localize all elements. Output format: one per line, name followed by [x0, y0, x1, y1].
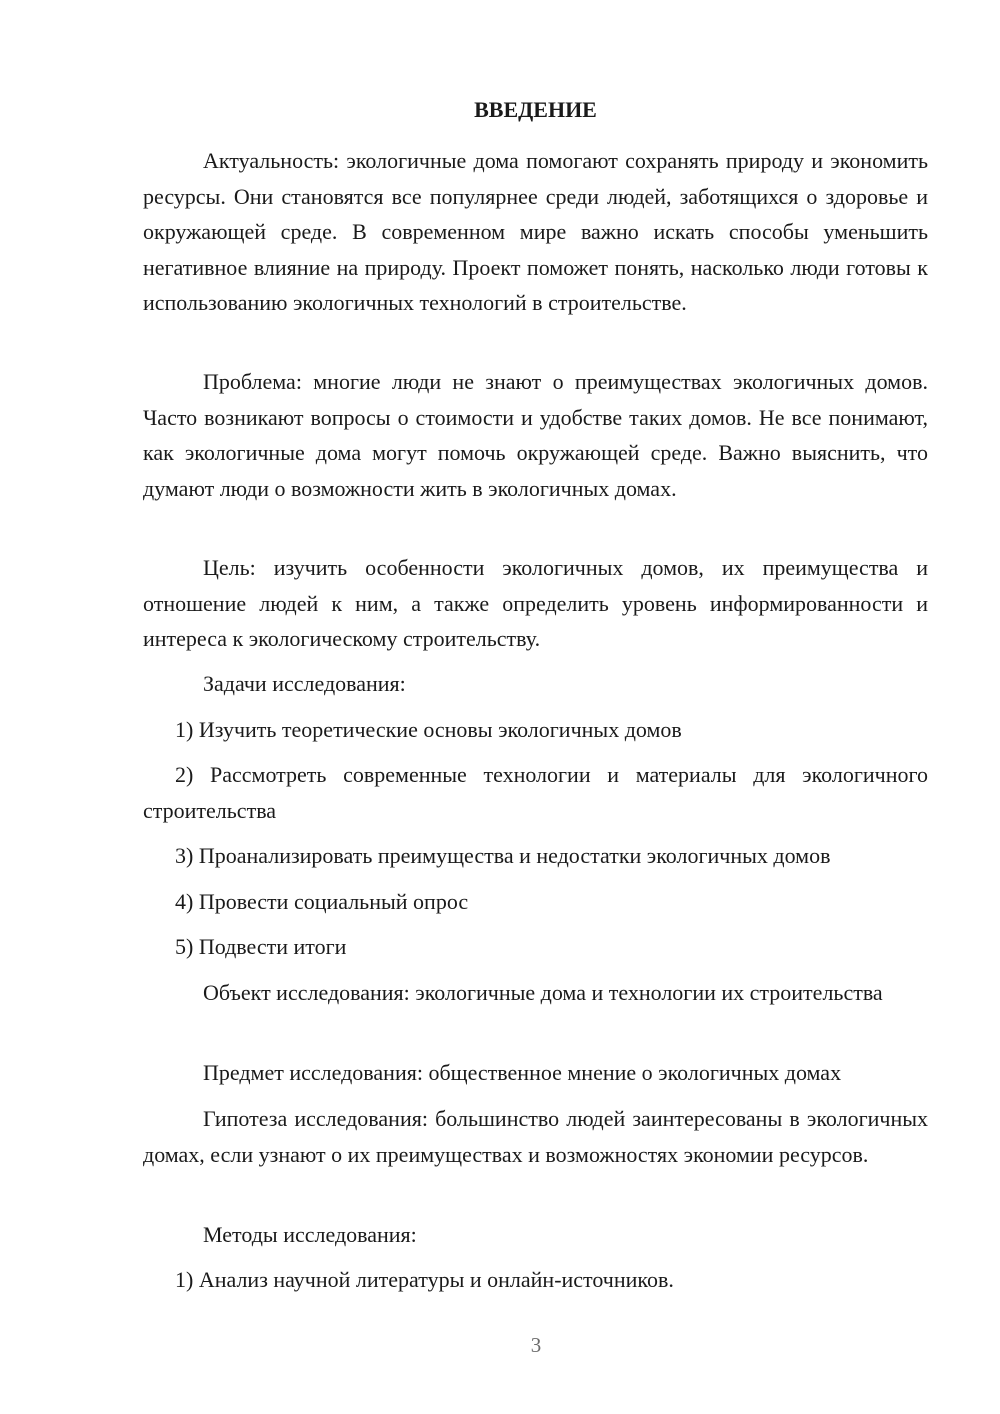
method-item-1: 1) Анализ научной литературы и онлайн-источников.: [175, 1267, 674, 1292]
paragraph-object: Объект исследования: экологичные дома и технологии их строительства: [203, 980, 883, 1005]
task-item-2: 2) Рассмотреть современные технологии и материалы для экологичного строительства: [143, 762, 928, 823]
paragraph-problem: Проблема: многие люди не знают о преимуществах экологичных домов. Часто возникают вопросы о стоимости и удобстве таких домов. Не все понимают, как экологичные дома могут помочь окружающей среде. Важно выяснить, что думают люди о возможности жить в экологичных домах.: [143, 369, 928, 501]
task-item-1: 1) Изучить теоретические основы экологичных домов: [175, 717, 682, 742]
task-item-4: 4) Провести социальный опрос: [175, 889, 469, 914]
task-item-3: 3) Проанализировать преимущества и недостатки экологичных домов: [175, 843, 831, 868]
paragraph-relevance: Актуальность: экологичные дома помогают сохранять природу и экономить ресурсы. Они становятся все популярнее среди людей, заботящихся о здоровье и окружающей среде. В современном мире важно искать способы уменьшить негативное влияние на природу. Проект поможет понять, насколько люди готовы к использованию экологичных технологий в строительстве.: [143, 148, 928, 315]
page-number: 3: [530, 1333, 542, 1357]
paragraph-subject: Предмет исследования: общественное мнение о экологичных домах: [203, 1060, 842, 1085]
paragraph-hypothesis: Гипотеза исследования: большинство людей заинтересованы в экологичных домах, если узнают о их преимуществах и возможностях экономии ресурсов.: [143, 1106, 928, 1167]
task-item-5: 5) Подвести итоги: [175, 934, 347, 959]
tasks-heading: Задачи исследования:: [203, 671, 406, 696]
section-title: ВВЕДЕНИЕ: [474, 97, 597, 122]
methods-heading: Методы исследования:: [203, 1222, 417, 1247]
paragraph-goal: Цель: изучить особенности экологичных домов, их преимущества и отношение людей к ним, а также определить уровень информированности и интереса к экологическому строительству.: [143, 555, 928, 651]
